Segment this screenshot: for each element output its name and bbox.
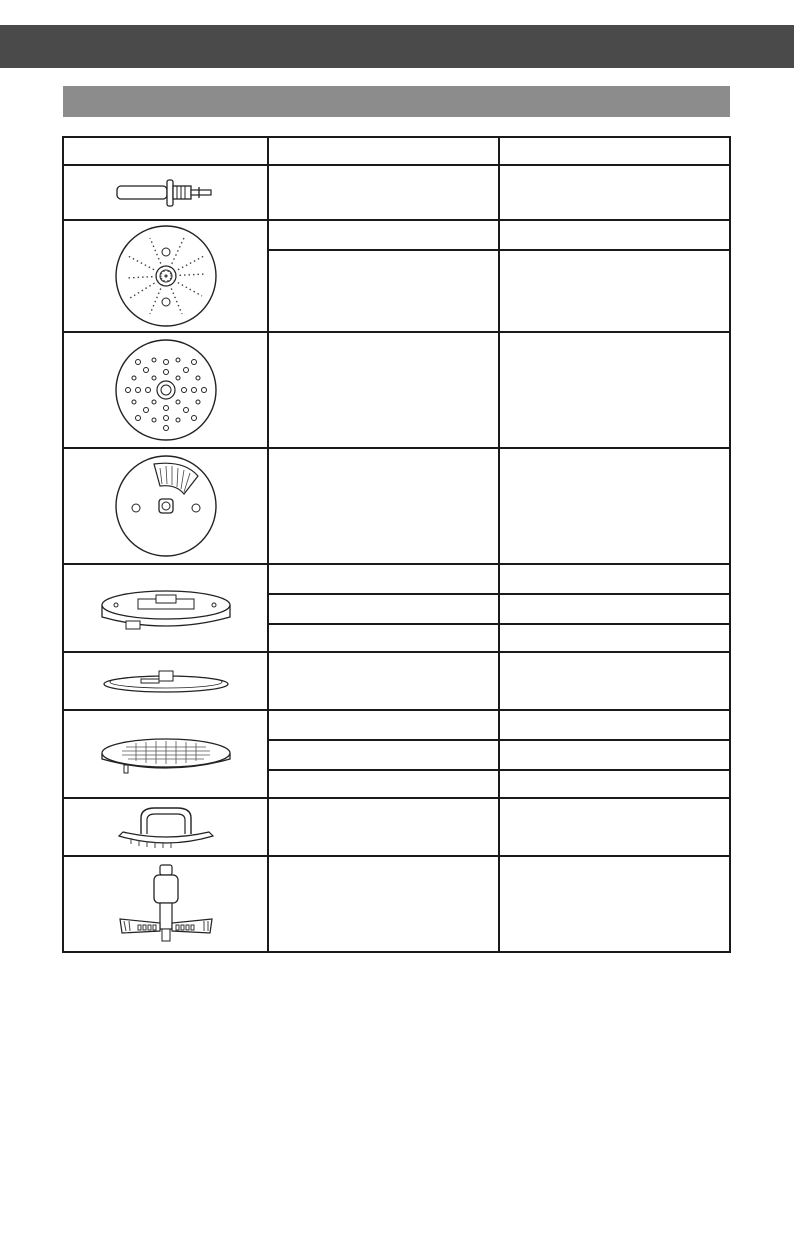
accessory-food	[499, 250, 730, 332]
accessory-food	[499, 770, 730, 798]
table-row	[63, 856, 730, 952]
accessory-use	[268, 652, 499, 710]
accessory-image-cell	[63, 448, 268, 564]
accessory-food	[499, 448, 730, 564]
accessory-use	[268, 710, 499, 740]
table-row	[63, 448, 730, 564]
accessory-use	[268, 220, 499, 250]
column-header-1	[63, 137, 268, 165]
accessory-use	[268, 770, 499, 798]
accessory-use	[268, 856, 499, 952]
table-row	[63, 165, 730, 220]
accessory-food	[499, 220, 730, 250]
accessory-use	[268, 798, 499, 856]
table-row	[63, 798, 730, 856]
accessory-image-cell	[63, 332, 268, 448]
accessory-food	[499, 652, 730, 710]
accessory-image-cell	[63, 220, 268, 332]
accessory-use	[268, 594, 499, 624]
cleaning-tool-icon	[111, 804, 221, 850]
disc-base-icon	[96, 583, 236, 633]
section-heading-bar	[63, 86, 730, 117]
accessory-image-cell	[63, 564, 268, 652]
accessory-food	[499, 710, 730, 740]
table-row	[63, 564, 730, 594]
accessory-image-cell	[63, 856, 268, 952]
header-bar	[0, 25, 794, 68]
table-row	[63, 220, 730, 250]
accessory-image-cell	[63, 798, 268, 856]
accessory-image-cell	[63, 165, 268, 220]
accessory-food	[499, 856, 730, 952]
accessory-use	[268, 165, 499, 220]
table-row	[63, 652, 730, 710]
accessory-table	[62, 136, 731, 953]
adapter-shaft-icon	[111, 176, 221, 210]
accessory-use	[268, 624, 499, 652]
accessory-image-cell	[63, 652, 268, 710]
accessory-food	[499, 740, 730, 770]
accessory-food	[499, 594, 730, 624]
adjustable-slicing-disc-icon	[114, 454, 218, 558]
grating-disc-icon	[114, 338, 218, 442]
accessory-use	[268, 448, 499, 564]
accessory-image-cell	[63, 710, 268, 798]
accessory-use	[268, 250, 499, 332]
dicing-grid-icon	[96, 731, 236, 777]
accessory-food	[499, 332, 730, 448]
thin-disc-icon	[101, 667, 231, 695]
accessory-food	[499, 564, 730, 594]
accessory-food	[499, 165, 730, 220]
table-header-row	[63, 137, 730, 165]
accessory-use	[268, 564, 499, 594]
accessory-food	[499, 624, 730, 652]
accessory-use	[268, 740, 499, 770]
table-row	[63, 332, 730, 448]
accessory-use	[268, 332, 499, 448]
table-row	[63, 710, 730, 740]
dough-blade-icon	[116, 861, 216, 947]
shredding-disc-icon	[114, 224, 218, 328]
column-header-2	[268, 137, 499, 165]
column-header-3	[499, 137, 730, 165]
accessory-food	[499, 798, 730, 856]
